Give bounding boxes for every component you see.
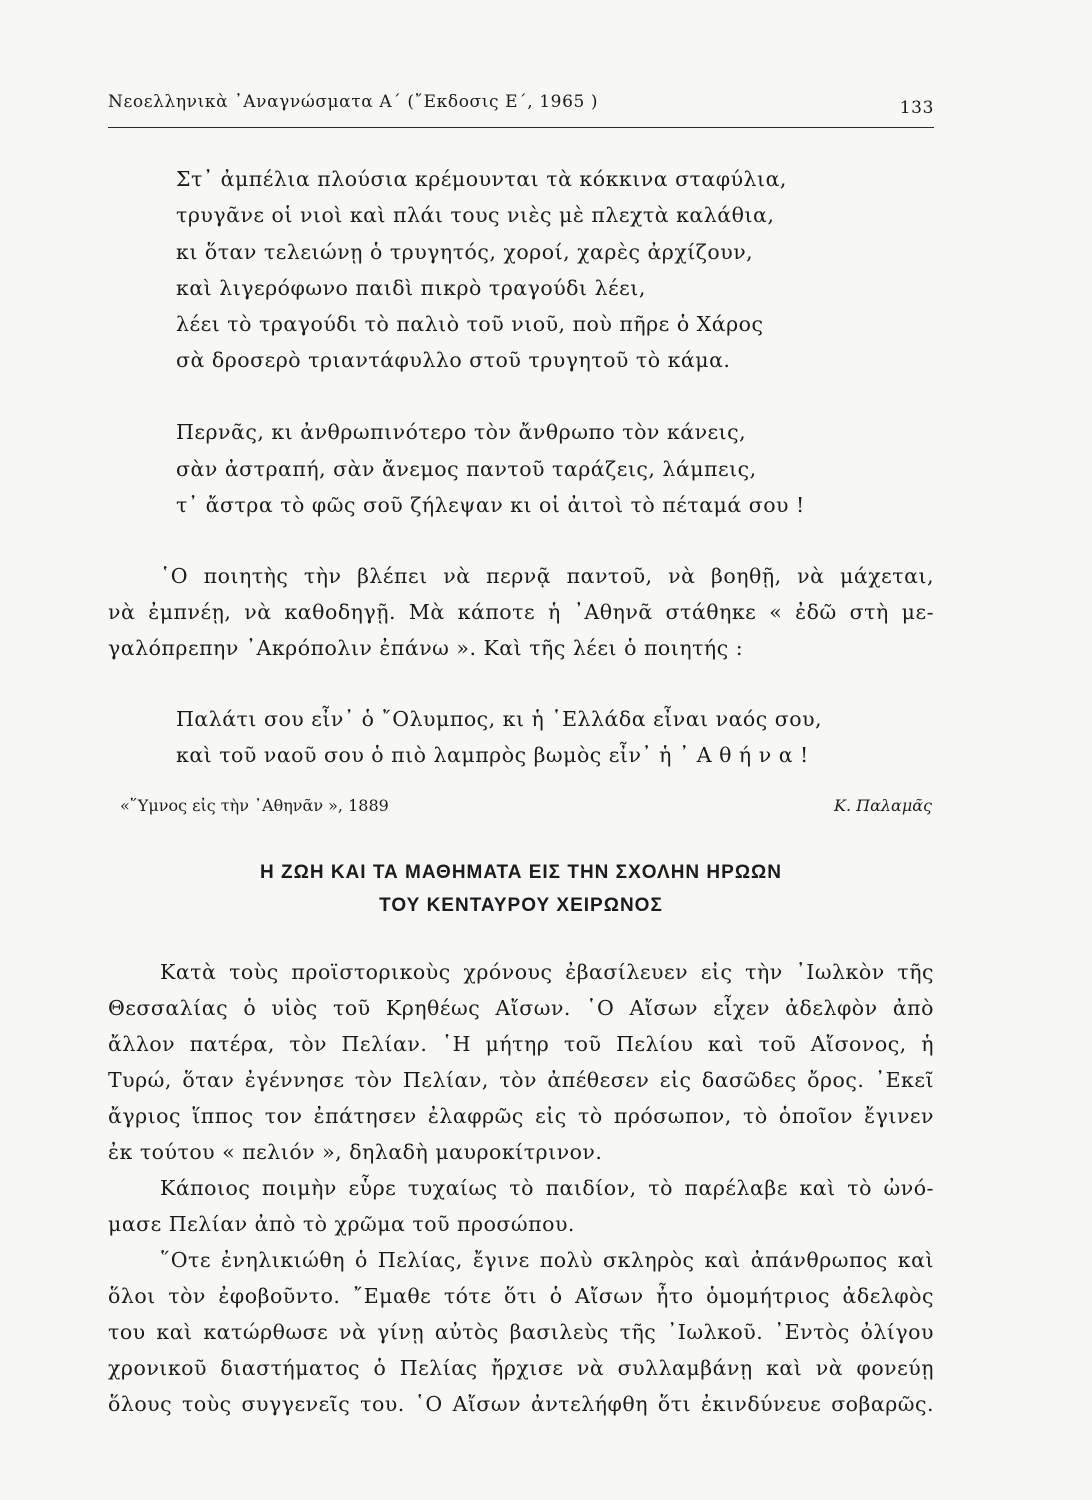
prose-line: ῾Ο ποιητὴς τὴν βλέπει νὰ περνᾷ παντοῦ, νὰ βοηθῇ, νὰ μάχεται,: [160, 564, 934, 588]
poem-line: τρυγᾶνε οἱ νιοὶ καὶ πλάι τους νιὲς μὲ πλεχτὰ καλάθια,: [176, 203, 775, 227]
paragraph-line: ῞Οτε ἐνηλικιώθη ὁ Πελίας, ἔγινε πολὺ σκληρὸς καὶ ἀπάνθρωπος καὶ: [160, 1248, 934, 1272]
page-number: 133: [899, 98, 934, 118]
paragraph-line: Κάποιος ποιμὴν εὗρε τυχαίως τὸ παιδίον, τὸ παρέλαβε καὶ τὸ ὠνό-: [160, 1176, 934, 1200]
paragraph-line: Θεσσαλίας ὁ υἱὸς τοῦ Κρηθέως Αἴσων. ῾Ο Αἴσων εἶχεν ἀδελφὸν ἀπὸ: [108, 996, 934, 1020]
poem-line: κι ὅταν τελειώνῃ ὁ τρυγητός, χοροί, χαρὲς ἀρχίζουν,: [176, 240, 754, 264]
poem-line: Παλάτι σου εἶν᾿ ὁ ῎Ολυμπος, κι ἡ ῾Ελλάδα εἶναι ναός σου,: [176, 707, 823, 731]
paragraph-line: του καὶ κατώρθωσε νὰ γίνῃ αὐτὸς βασιλεὺς τῆς ᾿Ιωλκοῦ. ᾿Εντὸς ὀλίγου: [108, 1320, 934, 1344]
poem-line: καὶ τοῦ ναοῦ σου ὁ πιὸ λαμπρὸς βωμὸς εἶν᾿ ἡ ᾿ Α θ ή ν α !: [176, 743, 809, 767]
poem-line: Στ᾿ ἀμπέλια πλούσια κρέμουνται τὰ κόκκινα σταφύλια,: [176, 167, 787, 191]
paragraph-line: ὅλους τοὺς συγγενεῖς του. ῾Ο Αἴσων ἀντελήφθη ὅτι ἐκινδύνευε σοβαρῶς.: [108, 1392, 934, 1416]
paragraph-line: Τυρώ, ὅταν ἐγέννησε τὸν Πελίαν, τὸν ἀπέθεσεν εἰς δασῶδες ὄρος. ᾿Εκεῖ: [108, 1068, 934, 1092]
paragraph-line: μασε Πελίαν ἀπὸ τὸ χρῶμα τοῦ προσώπου.: [108, 1212, 575, 1236]
source-citation: «῞Υμνος εἰς τὴν ᾿Αθηνᾶν », 1889: [120, 796, 389, 815]
paragraph-line: ὅλοι τὸν ἐφοβοῦντο. ῎Εμαθε τότε ὅτι ὁ Αἴσων ἦτο ὁμομήτριος ἀδελφὸς: [108, 1284, 934, 1308]
prose-line: νὰ ἐμπνέῃ, νὰ καθοδηγῇ. Μὰ κάποτε ἡ ᾿Αθηνᾶ στάθηκε « ἐδῶ στὴ με-: [108, 600, 934, 624]
paragraph-line: Κατὰ τοὺς προϊστορικοὺς χρόνους ἐβασίλευεν εἰς τὴν ᾿Ιωλκὸν τῆς: [160, 960, 934, 984]
poem-line: Περνᾶς, κι ἀνθρωπινότερο τὸν ἄνθρωπο τὸν κάνεις,: [176, 420, 747, 444]
paragraph-line: χρονικοῦ διαστήματος ὁ Πελίας ἤρχισε νὰ συλλαμβάνῃ καὶ νὰ φονεύῃ: [108, 1356, 934, 1380]
running-header: [108, 92, 934, 118]
section-title: Η ΖΩΗ ΚΑΙ ΤΑ ΜΑΘΗΜΑΤΑ ΕΙΣ ΤΗΝ ΣΧΟΛΗΝ ΗΡΩΩΝ: [259, 862, 783, 883]
paragraph-line: ἐκ τούτου « πελιόν », δηλαδὴ μαυροκίτρινον.: [108, 1140, 603, 1164]
section-title: ΤΟΥ ΚΕΝΤΑΥΡΟΥ ΧΕΙΡΩΝΟΣ: [379, 895, 663, 916]
paragraph-line: ἄγριος ἵππος τον ἐπάτησεν ἐλαφρῶς εἰς τὸ πρόσωπον, τὸ ὁποῖον ἔγινεν: [108, 1104, 934, 1128]
poem-line: σὰν ἀστραπή, σὰν ἄνεμος παντοῦ ταράζεις, λάμπεις,: [176, 457, 757, 481]
source-author: Κ. Παλαμᾶς: [834, 796, 932, 815]
poem-line: τ᾿ ἄστρα τὸ φῶς σοῦ ζήλεψαν κι οἱ ἀιτοὶ τὸ πέταμά σου !: [176, 493, 805, 517]
header-rule: [108, 127, 934, 128]
paragraph-line: ἄλλον πατέρα, τὸν Πελίαν. ῾Η μήτηρ τοῦ Πελίου καὶ τοῦ Αἴσονος, ἡ: [108, 1032, 934, 1056]
header-title: Νεοελληνικὰ ᾿Αναγνώσματα Α΄ (῎Εκδοσις Ε΄, 1965 ): [108, 92, 599, 112]
poem-line: καὶ λιγερόφωνο παιδὶ πικρὸ τραγούδι λέει,: [176, 276, 646, 300]
poem-line: λέει τὸ τραγούδι τὸ παλιὸ τοῦ νιοῦ, ποὺ πῆρε ὁ Χάρος: [176, 312, 764, 336]
poem-line: σὰ δροσερὸ τριαντάφυλλο στοῦ τρυγητοῦ τὸ κάμα.: [176, 348, 731, 372]
prose-line: γαλόπρεπην ᾿Ακρόπολιν ἐπάνω ». Καὶ τῆς λέει ὁ ποιητής :: [108, 636, 744, 660]
